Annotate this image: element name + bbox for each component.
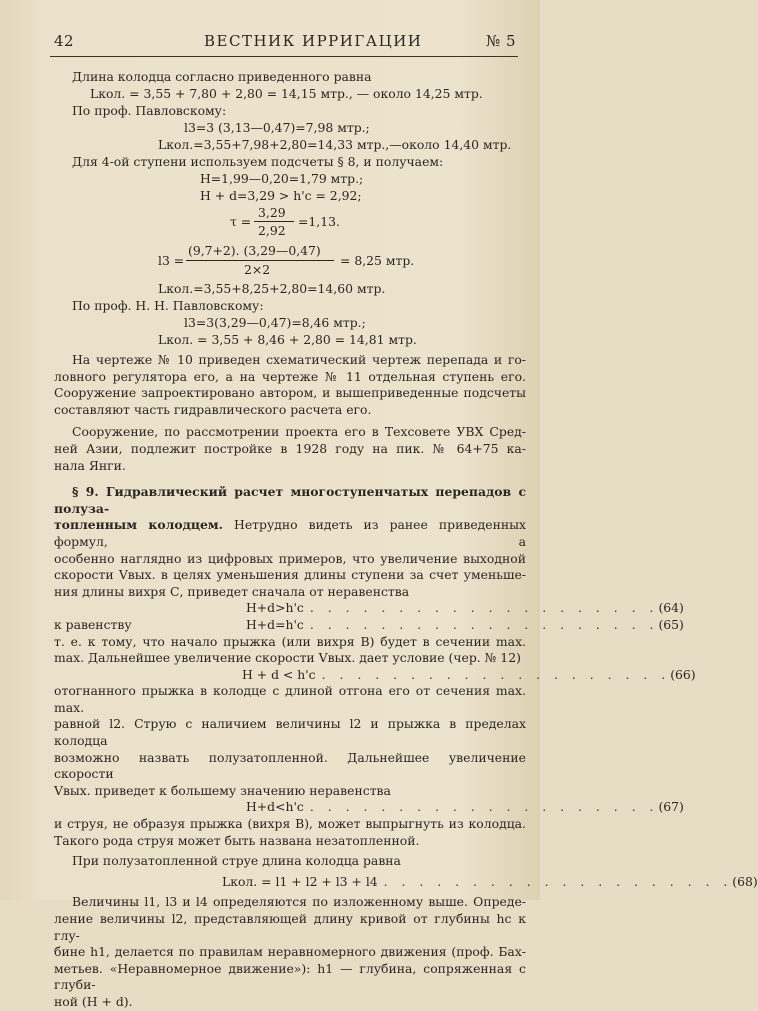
equation-67: H+d<h'c . . . . . . . . . . . . . . . . . . . . (67) xyxy=(246,799,684,815)
equation-formula: H+d=h'c xyxy=(246,616,304,632)
formula-line: Lкол.=3,55+7,98+2,80=14,33 мтр.,—около 14,40 мтр. xyxy=(158,137,512,152)
fraction-denominator: 2,92 xyxy=(258,223,286,238)
text-line: Длина колодца согласно приведенного равна xyxy=(72,69,372,84)
paragraph-line: ния длины вихря С, приведет сначала от неравенства xyxy=(54,583,410,599)
paragraph-line: При полузатопленной струе длина колодца равна xyxy=(72,853,401,869)
section-title-line xyxy=(54,517,526,550)
paragraph-line: равной l2. Струю с наличием величины l2 и прыжка в пределах колодца xyxy=(54,716,526,749)
equation-number: (65) xyxy=(658,616,684,632)
section-text: Нетрудно видеть из ранее приведенных формул, а xyxy=(54,517,526,549)
section-title: § 9. Гидравлический расчет многоступенчатых перепадов с полуза- xyxy=(54,484,526,516)
tau-fraction xyxy=(72,204,526,240)
page-body xyxy=(72,68,526,348)
equation-formula: H + d < h'c xyxy=(242,666,316,682)
section-title-end: топленным колодцем. xyxy=(54,517,223,533)
paragraph-line: Величины l1, l3 и l4 определяются по изложенному выше. Опреде- xyxy=(72,894,526,910)
equation-68: Lкол. = l1 + l2 + l3 + l4 . . . . . . . . . . . . . . . . . . . . (68) xyxy=(222,873,758,889)
equation-formula: H+d>h'c xyxy=(246,600,304,616)
equation-number: (64) xyxy=(658,600,684,616)
page-header xyxy=(54,32,516,56)
formula-line: Lкол. = 3,55 + 8,46 + 2,80 = 14,81 мтр. xyxy=(158,332,417,347)
equation-number: (67) xyxy=(658,799,684,815)
equation-64: H+d>h'c . . . . . . . . . . . . . . . . . . . . (64) xyxy=(246,600,684,616)
paragraph-line: отогнанного прыжка в колодце с длиной отгона его от сечения max. max. xyxy=(54,683,526,715)
paragraph-line: особенно наглядно из цифровых примеров, что увеличение выходной xyxy=(54,550,526,566)
paragraph-line: Сооружение запроектировано автором, и вышеприведенные подсчеты xyxy=(54,385,526,401)
paragraph-line: ление величины l2, представляющей длину кривой от глубины hc к глу- xyxy=(54,911,526,943)
fraction-numerator: (9,7+2). (3,29—0,47) xyxy=(188,243,321,258)
paragraph-line: max. Дальнейшее увеличение скорости Vвых. дает условие (чер. № 12) xyxy=(54,650,521,666)
text-line: Для 4-ой ступени используем подсчеты § 8, и получаем: xyxy=(72,154,444,169)
issue-number: № 5 xyxy=(485,32,516,50)
equation-66: H + d < h'c . . . . . . . . . . . . . . . . . . . . (66) xyxy=(242,666,696,682)
header-rule xyxy=(50,56,518,57)
formula-line: Lкол. = 3,55 + 7,80 + 2,80 = 14,15 мтр., — около 14,25 мтр. xyxy=(90,86,483,101)
paragraph-line: Сооружение, по рассмотрении проекта его в Техсовете УВХ Сред- xyxy=(72,424,526,440)
fraction-denominator: 2×2 xyxy=(244,262,271,277)
journal-title: ВЕСТНИК ИРРИГАЦИИ xyxy=(204,32,423,50)
formula-line: l3=3 (3,13—0,47)=7,98 мтр.; xyxy=(184,120,370,135)
equation-formula: Lкол. = l1 + l2 + l3 + l4 xyxy=(222,873,378,889)
text-line: По проф. Н. Н. Павловскому: xyxy=(72,298,264,313)
paragraph-line: Такого рода струя может быть названа незатопленной. xyxy=(54,832,420,848)
fraction-lhs: τ = xyxy=(230,214,252,229)
paragraph-line: возможно назвать полузатопленной. Дальнейшее увеличение скорости xyxy=(54,749,526,782)
paragraph-line: ловного регулятора его, а на чертеже № 11 отдельная ступень его. xyxy=(54,368,526,384)
l3-fraction xyxy=(72,240,526,280)
equation-formula: H+d<h'c xyxy=(246,799,304,815)
paragraph-line: ной (H + d). xyxy=(54,993,133,1009)
text-line: По проф. Павловскому: xyxy=(72,103,227,118)
paragraph-line: бине h1, делается по правилам неравномерного движения (проф. Бах- xyxy=(54,944,526,960)
equation-number: (66) xyxy=(670,666,696,682)
formula-line: l3=3(3,29—0,47)=8,46 мтр.; xyxy=(184,315,366,330)
page-number: 42 xyxy=(54,32,75,50)
paragraph-line: Vвых. приведет к большему значению неравенства xyxy=(54,782,391,798)
fraction-lhs: l3 = xyxy=(158,253,185,268)
equation-number: (68) xyxy=(732,873,758,889)
formula-line: H=1,99—0,20=1,79 мтр.; xyxy=(200,171,364,186)
equation-65: к равенству H+d=h'c . . . . . . . . . . . . . . . . . . . . (65) xyxy=(54,616,684,632)
fraction-numerator: 3,29 xyxy=(258,205,286,220)
body-text xyxy=(54,352,758,1011)
paragraph-line: На чертеже № 10 приведен схематический чертеж перепада и го- xyxy=(72,352,526,367)
paragraph-line: составляют часть гидравлического расчета его. xyxy=(54,401,372,417)
paragraph-line: т. е. к тому, что начало прыжка (или вихря В) будет в сечении max. xyxy=(54,633,526,649)
paragraph-line: скорости Vвых. в целях уменьшения длины ступени за счет уменьше- xyxy=(54,567,526,583)
formula-line: Lкол.=3,55+8,25+2,80=14,60 мтр. xyxy=(158,281,386,296)
paragraph-line: и струя, не образуя прыжка (вихря В), может выпрыгнуть из колодца. xyxy=(54,816,526,832)
paragraph-line: ней Азии, подлежит постройке в 1928 году на пик. № 64+75 ка- xyxy=(54,440,526,456)
equation-prefix: к равенству xyxy=(54,616,132,632)
paragraph-line: нала Янги. xyxy=(54,457,126,473)
fraction-rhs: =1,13. xyxy=(298,214,340,229)
formula-line: H + d=3,29 > h'c = 2,92; xyxy=(200,188,362,203)
fraction-rhs: = 8,25 мтр. xyxy=(340,253,415,268)
paragraph-line: метьев. «Неравномерное движение»): h1 — глубина, сопряженная с глуби- xyxy=(54,960,526,993)
